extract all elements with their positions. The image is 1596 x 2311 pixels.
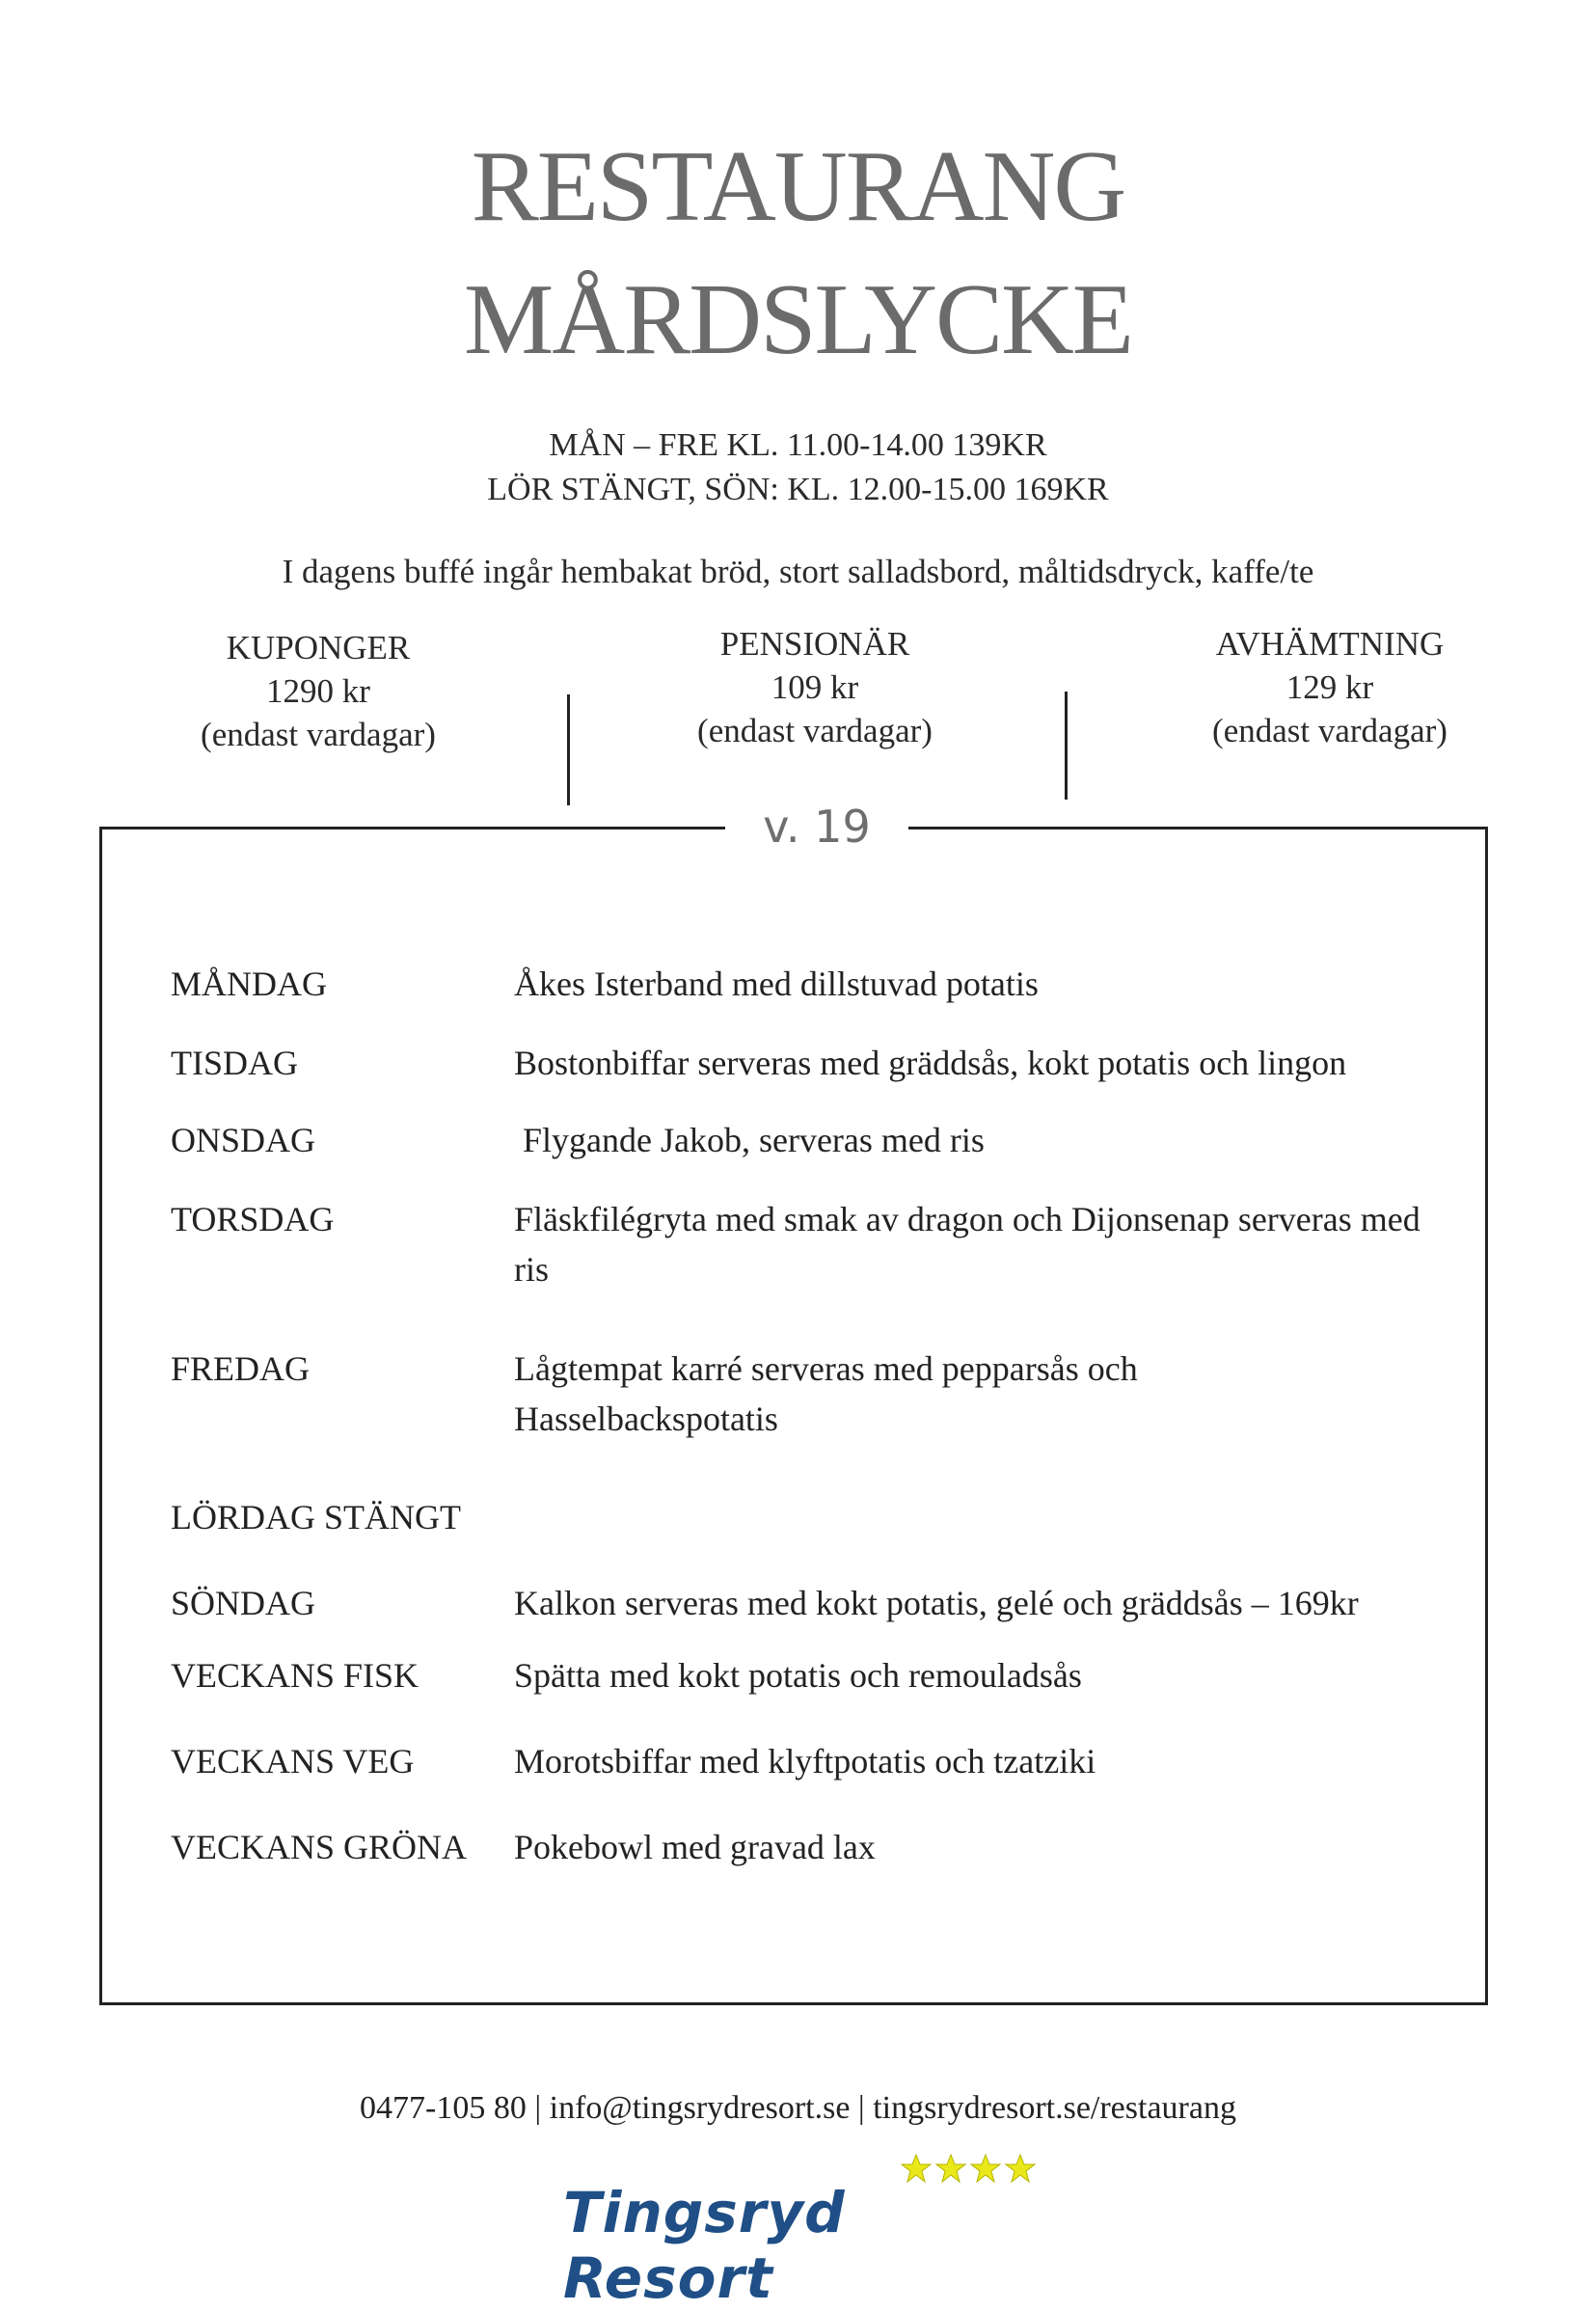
menu-day: ONSDAG xyxy=(171,1121,316,1159)
menu-dish: Lågtempat karré serveras med pepparsås och Hasselbackspotatis xyxy=(514,1349,1138,1438)
price-label: KUPONGER xyxy=(226,629,411,666)
menu-day: TORSDAG xyxy=(171,1200,335,1238)
week-number: v. 19 xyxy=(725,793,908,860)
logo-wordmark: Tingsryd Resort xyxy=(563,2180,846,2311)
price-label: AVHÄMTNING xyxy=(1215,625,1445,663)
restaurant-title-line1: RESTAURANG xyxy=(471,129,1125,242)
contact-footer: 0477-105 80 | info@tingsrydresort.se | tingsrydresort.se/restaurang xyxy=(360,2090,1236,2126)
restaurant-title-line2: MÅRDSLYCKE xyxy=(464,262,1132,375)
menu-day: VECKANS GRÖNA xyxy=(171,1828,468,1866)
price-note: (endast vardagar) xyxy=(201,716,436,753)
price-note: (endast vardagar) xyxy=(697,712,933,749)
tingsryd-resort-logo xyxy=(563,2153,1065,2311)
menu-day: LÖRDAG STÄNGT xyxy=(171,1498,461,1536)
menu-day: MÅNDAG xyxy=(171,965,327,1003)
menu-day: SÖNDAG xyxy=(171,1584,316,1622)
price-value: 129 kr xyxy=(1285,668,1374,706)
price-value: 109 kr xyxy=(771,668,859,706)
price-value: 1290 kr xyxy=(266,672,370,710)
price-label: PENSIONÄR xyxy=(719,625,910,663)
menu-dish: Morotsbiffar med klyftpotatis och tzatziki xyxy=(514,1742,1096,1781)
menu-dish: Fläskfilégryta med smak av dragon och Dijonsenap serveras med ris xyxy=(514,1200,1420,1289)
menu-dish: Spätta med kokt potatis och remouladsås xyxy=(514,1656,1082,1695)
price-pensionar xyxy=(622,622,1008,752)
menu-day: FREDAG xyxy=(171,1349,311,1388)
menu-dish: Flygande Jakob, serveras med ris xyxy=(514,1121,985,1159)
menu-dish: Kalkon serveras med kokt potatis, gelé och gräddsås – 169kr xyxy=(514,1584,1359,1622)
menu-dish: Åkes Isterband med dillstuvad potatis xyxy=(514,965,1039,1003)
menu-day: VECKANS VEG xyxy=(171,1742,415,1781)
hours-weekend: LÖR STÄNGT, SÖN: KL. 12.00-15.00 169KR xyxy=(487,472,1109,507)
divider xyxy=(1065,692,1068,800)
price-kuponger xyxy=(125,626,511,756)
menu-day: VECKANS FISK xyxy=(171,1656,419,1695)
menu-dish: Bostonbiffar serveras med gräddsås, kokt potatis och lingon xyxy=(514,1044,1347,1082)
menu-day: TISDAG xyxy=(171,1044,298,1082)
buffet-info: I dagens buffé ingår hembakat bröd, stort salladsbord, måltidsdryck, kaffe/te xyxy=(282,553,1314,590)
price-avhamtning xyxy=(1137,622,1523,752)
menu-dish: Pokebowl med gravad lax xyxy=(514,1828,876,1866)
divider xyxy=(567,694,570,805)
hours-weekdays: MÅN – FRE KL. 11.00-14.00 139KR xyxy=(549,427,1047,463)
price-note: (endast vardagar) xyxy=(1212,712,1447,749)
